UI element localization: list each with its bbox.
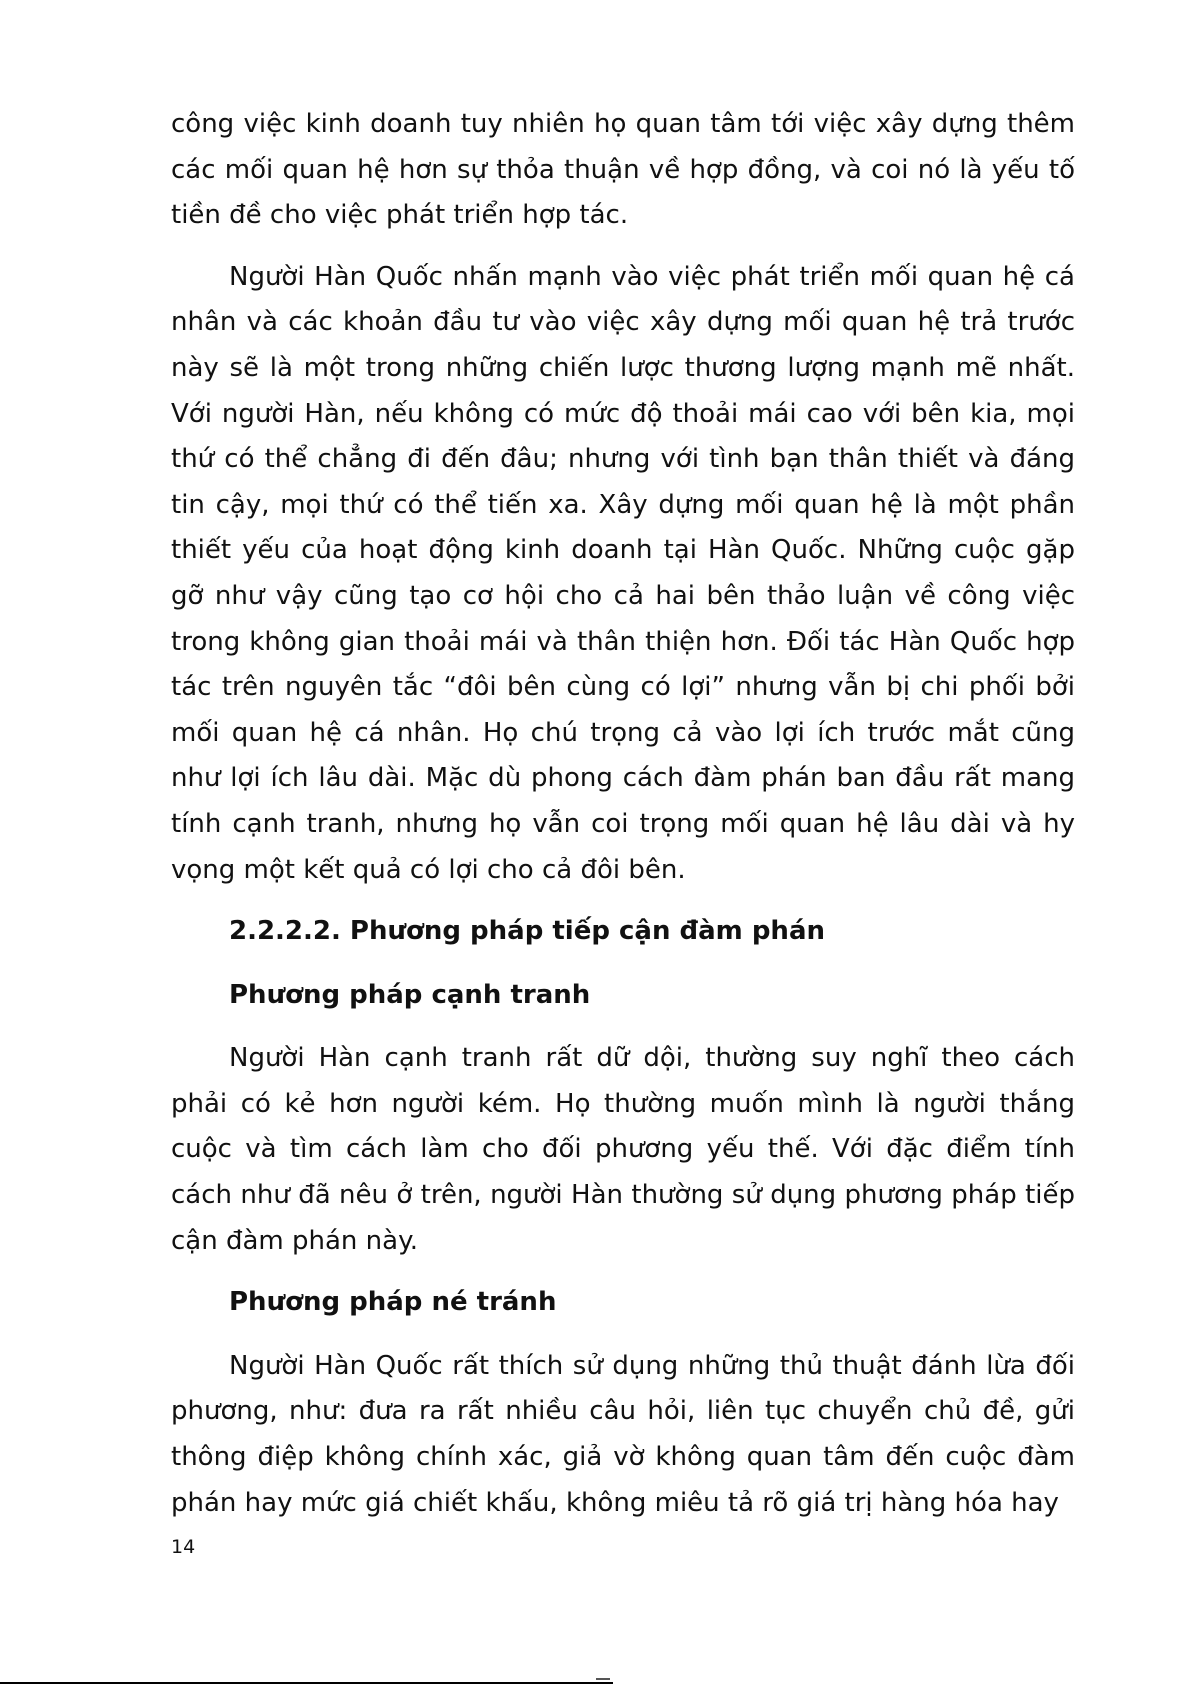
section-heading: 2.2.2.2. Phương pháp tiếp cận đàm phán: [229, 916, 825, 947]
footer-mark: [596, 1678, 610, 1680]
paragraph-continuation: công việc kinh doanh tuy nhiên họ quan tâm tới việc xây dựng thêm các mối quan hệ hơn sự thỏa thuận về hợp đồng, và coi nó là yếu tố tiền đề cho việc phát triển hợp tác.: [171, 109, 1075, 231]
subheading-avoidance: Phương pháp né tránh: [229, 1287, 557, 1318]
page-number: 14: [171, 1536, 196, 1558]
paragraph-relationships: Người Hàn Quốc nhấn mạnh vào việc phát triển mối quan hệ cá nhân và các khoản đầu tư vào việc xây dựng mối quan hệ trả trước này sẽ là một trong những chiến lược thương lượng mạnh mẽ nhất. Với người Hàn, nếu không có mức độ thoải mái cao với bên kia, mọi thứ có thể chẳng đi đến đâu; nhưng với tình bạn thân thiết và đáng tin cậy, mọi thứ có thể tiến xa. Xây dựng mối quan hệ là một phần thiết yếu của hoạt động kinh doanh tại Hàn Quốc. Những cuộc gặp gỡ như vậy cũng tạo cơ hội cho cả hai bên thảo luận về công việc trong không gian thoải mái và thân thiện hơn. Đối tác Hàn Quốc hợp tác trên nguyên tắc “đôi bên cùng có lợi” nhưng vẫn bị chi phối bởi mối quan hệ cá nhân. Họ chú trọng cả vào lợi ích trước mắt cũng như lợi ích lâu dài. Mặc dù phong cách đàm phán ban đầu rất mang tính cạnh tranh, nhưng họ vẫn coi trọng mối quan hệ lâu dài và hy vọng một kết quả có lợi cho cả đôi bên.: [171, 261, 1075, 885]
paragraph-avoidance: Người Hàn Quốc rất thích sử dụng những thủ thuật đánh lừa đối phương, như: đưa ra rất nhiều câu hỏi, liên tục chuyển chủ đề, gửi thông điệp không chính xác, giả vờ không quan tâm đến cuộc đàm phán hay mức giá chiết khấu, không miêu tả rõ giá trị hàng hóa hay: [171, 1350, 1075, 1518]
footer-divider: [0, 1682, 613, 1684]
paragraph-competitive: Người Hàn cạnh tranh rất dữ dội, thường suy nghĩ theo cách phải có kẻ hơn người kém. Họ thường muốn mình là người thắng cuộc và tìm cách làm cho đối phương yếu thế. Với đặc điểm tính cách như đã nêu ở trên, người Hàn thường sử dụng phương pháp tiếp cận đàm phán này.: [171, 1043, 1075, 1256]
page-content: [171, 102, 1075, 1542]
subheading-competitive: Phương pháp cạnh tranh: [229, 979, 591, 1010]
